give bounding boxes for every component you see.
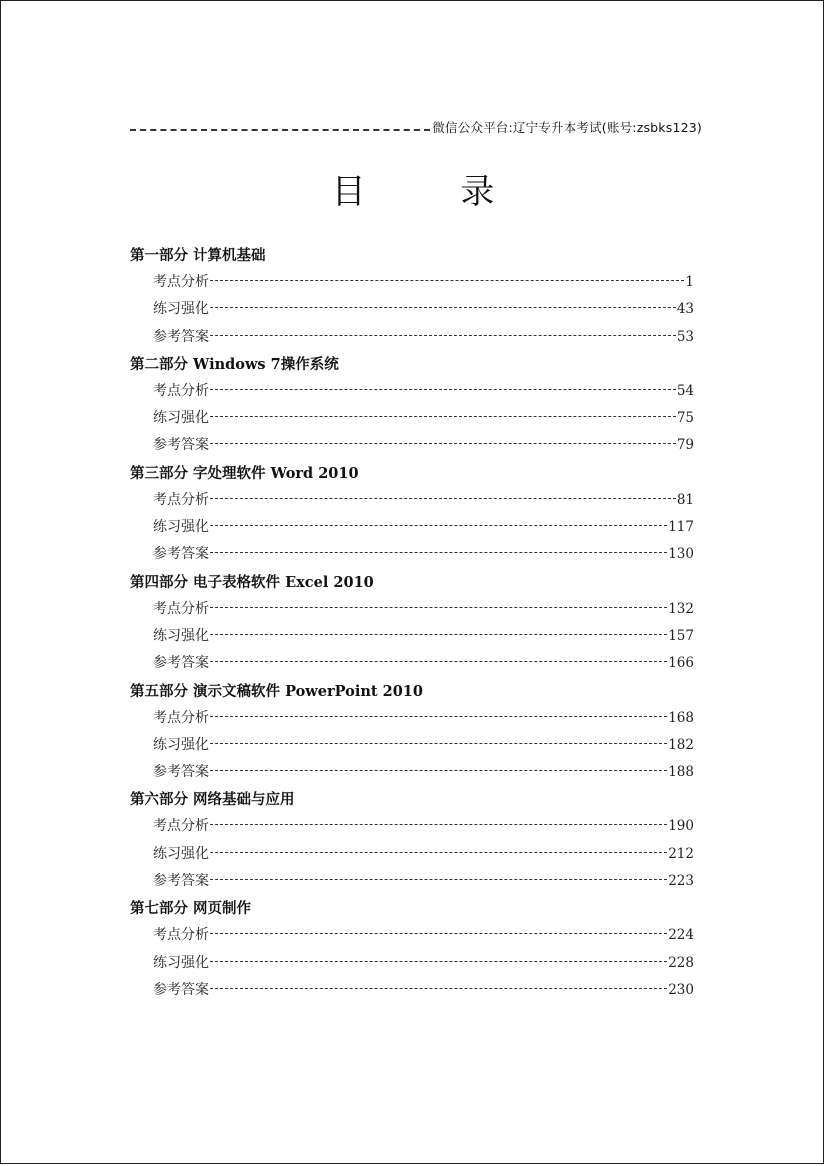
entry-label: 练习强化 bbox=[153, 845, 209, 862]
toc-section bbox=[130, 351, 694, 460]
toc-entry[interactable] bbox=[130, 868, 694, 895]
entry-label: 考点分析 bbox=[153, 274, 209, 290]
toc-entry[interactable] bbox=[130, 269, 694, 296]
toc-entry[interactable] bbox=[130, 977, 694, 1004]
dash-leader bbox=[210, 280, 684, 281]
dash-leader bbox=[210, 607, 667, 608]
dash-leader bbox=[210, 879, 667, 880]
dash-leader bbox=[210, 743, 667, 744]
dash-leader bbox=[210, 988, 667, 989]
toc-section bbox=[130, 895, 694, 1004]
dash-leader bbox=[210, 661, 667, 662]
entry-label: 考点分析 bbox=[153, 927, 209, 944]
toc-entry[interactable] bbox=[130, 487, 694, 514]
entry-page-number: 117 bbox=[668, 519, 694, 536]
toc-section bbox=[130, 569, 694, 678]
dash-leader bbox=[210, 498, 676, 499]
entry-label: 参考答案 bbox=[153, 655, 209, 672]
section-title: 第五部分 演示文稿软件 PowerPoint 2010 bbox=[130, 682, 423, 700]
toc-entry[interactable] bbox=[130, 841, 694, 868]
toc-section bbox=[130, 242, 694, 351]
section-title: 第七部分 网页制作 bbox=[130, 900, 252, 918]
section-title: 第六部分 网络基础与应用 bbox=[130, 791, 295, 809]
entry-page-number: 79 bbox=[676, 437, 694, 454]
page-header bbox=[130, 119, 702, 137]
section-title: 第二部分 Windows 7操作系统 bbox=[130, 355, 339, 373]
entry-label: 参考答案 bbox=[153, 546, 209, 563]
entry-page-number: 53 bbox=[676, 328, 694, 345]
dash-leader bbox=[210, 307, 676, 308]
entry-page-number: 182 bbox=[668, 736, 694, 753]
toc-entry[interactable] bbox=[130, 378, 694, 405]
dash-leader bbox=[210, 716, 667, 717]
entry-page-number: 212 bbox=[668, 845, 694, 862]
toc-section bbox=[130, 460, 694, 569]
dash-leader bbox=[210, 552, 667, 553]
header-text: 微信公众平台:辽宁专升本考试(账号:zsbks123) bbox=[432, 120, 702, 135]
entry-page-number: 1 bbox=[685, 274, 694, 290]
header-dashed-rule bbox=[130, 129, 430, 131]
section-title: 第一部分 计算机基础 bbox=[130, 247, 266, 264]
dash-leader bbox=[210, 443, 676, 444]
dash-leader bbox=[210, 416, 676, 417]
entry-label: 考点分析 bbox=[153, 600, 209, 617]
entry-page-number: 190 bbox=[668, 818, 694, 835]
toc-entry[interactable] bbox=[130, 950, 694, 977]
dash-leader bbox=[210, 634, 667, 635]
toc-entry[interactable] bbox=[130, 405, 694, 432]
entry-label: 参考答案 bbox=[153, 873, 209, 890]
entry-page-number: 230 bbox=[668, 981, 694, 998]
entry-label: 练习强化 bbox=[153, 736, 209, 753]
entry-page-number: 166 bbox=[668, 655, 694, 672]
entry-label: 练习强化 bbox=[153, 301, 209, 318]
entry-page-number: 130 bbox=[668, 546, 694, 563]
entry-label: 参考答案 bbox=[153, 764, 209, 781]
toc-entry[interactable] bbox=[130, 732, 694, 759]
dash-leader bbox=[210, 824, 667, 825]
entry-label: 参考答案 bbox=[153, 328, 209, 345]
toc-entry[interactable] bbox=[130, 432, 694, 459]
toc-entry[interactable] bbox=[130, 813, 694, 840]
toc-entry[interactable] bbox=[130, 922, 694, 949]
toc-entry[interactable] bbox=[130, 324, 694, 351]
toc-entry[interactable] bbox=[130, 623, 694, 650]
entry-label: 考点分析 bbox=[153, 382, 209, 399]
dash-leader bbox=[210, 335, 676, 336]
toc-entry[interactable] bbox=[130, 759, 694, 786]
section-title: 第三部分 字处理软件 Word 2010 bbox=[130, 464, 359, 482]
page-title: 目 录 bbox=[331, 172, 537, 212]
entry-label: 参考答案 bbox=[153, 437, 209, 454]
entry-label: 考点分析 bbox=[153, 818, 209, 835]
entry-page-number: 75 bbox=[676, 410, 694, 427]
entry-page-number: 228 bbox=[668, 954, 694, 971]
entry-page-number: 168 bbox=[668, 709, 694, 726]
entry-page-number: 224 bbox=[668, 927, 694, 944]
entry-page-number: 132 bbox=[668, 600, 694, 617]
entry-page-number: 43 bbox=[676, 301, 694, 318]
toc-entry[interactable] bbox=[130, 705, 694, 732]
dash-leader bbox=[210, 852, 667, 853]
entry-page-number: 81 bbox=[676, 491, 694, 508]
entry-label: 考点分析 bbox=[153, 709, 209, 726]
dash-leader bbox=[210, 389, 676, 390]
toc-section bbox=[130, 786, 694, 895]
dash-leader bbox=[210, 933, 667, 934]
toc-entry[interactable] bbox=[130, 514, 694, 541]
entry-page-number: 157 bbox=[668, 627, 694, 644]
entry-label: 考点分析 bbox=[153, 491, 209, 508]
table-of-contents bbox=[130, 242, 694, 1004]
toc-entry[interactable] bbox=[130, 541, 694, 568]
section-title: 第四部分 电子表格软件 Excel 2010 bbox=[130, 573, 374, 591]
dash-leader bbox=[210, 525, 667, 526]
entry-page-number: 223 bbox=[668, 873, 694, 890]
toc-entry[interactable] bbox=[130, 596, 694, 623]
toc-entry[interactable] bbox=[130, 650, 694, 677]
entry-page-number: 54 bbox=[676, 382, 694, 399]
toc-section bbox=[130, 678, 694, 787]
dash-leader bbox=[210, 770, 667, 771]
entry-label: 练习强化 bbox=[153, 410, 209, 427]
entry-label: 练习强化 bbox=[153, 954, 209, 971]
entry-label: 练习强化 bbox=[153, 627, 209, 644]
toc-entry[interactable] bbox=[130, 296, 694, 323]
entry-page-number: 188 bbox=[668, 764, 694, 781]
entry-label: 练习强化 bbox=[153, 519, 209, 536]
dash-leader bbox=[210, 961, 667, 962]
entry-label: 参考答案 bbox=[153, 981, 209, 998]
